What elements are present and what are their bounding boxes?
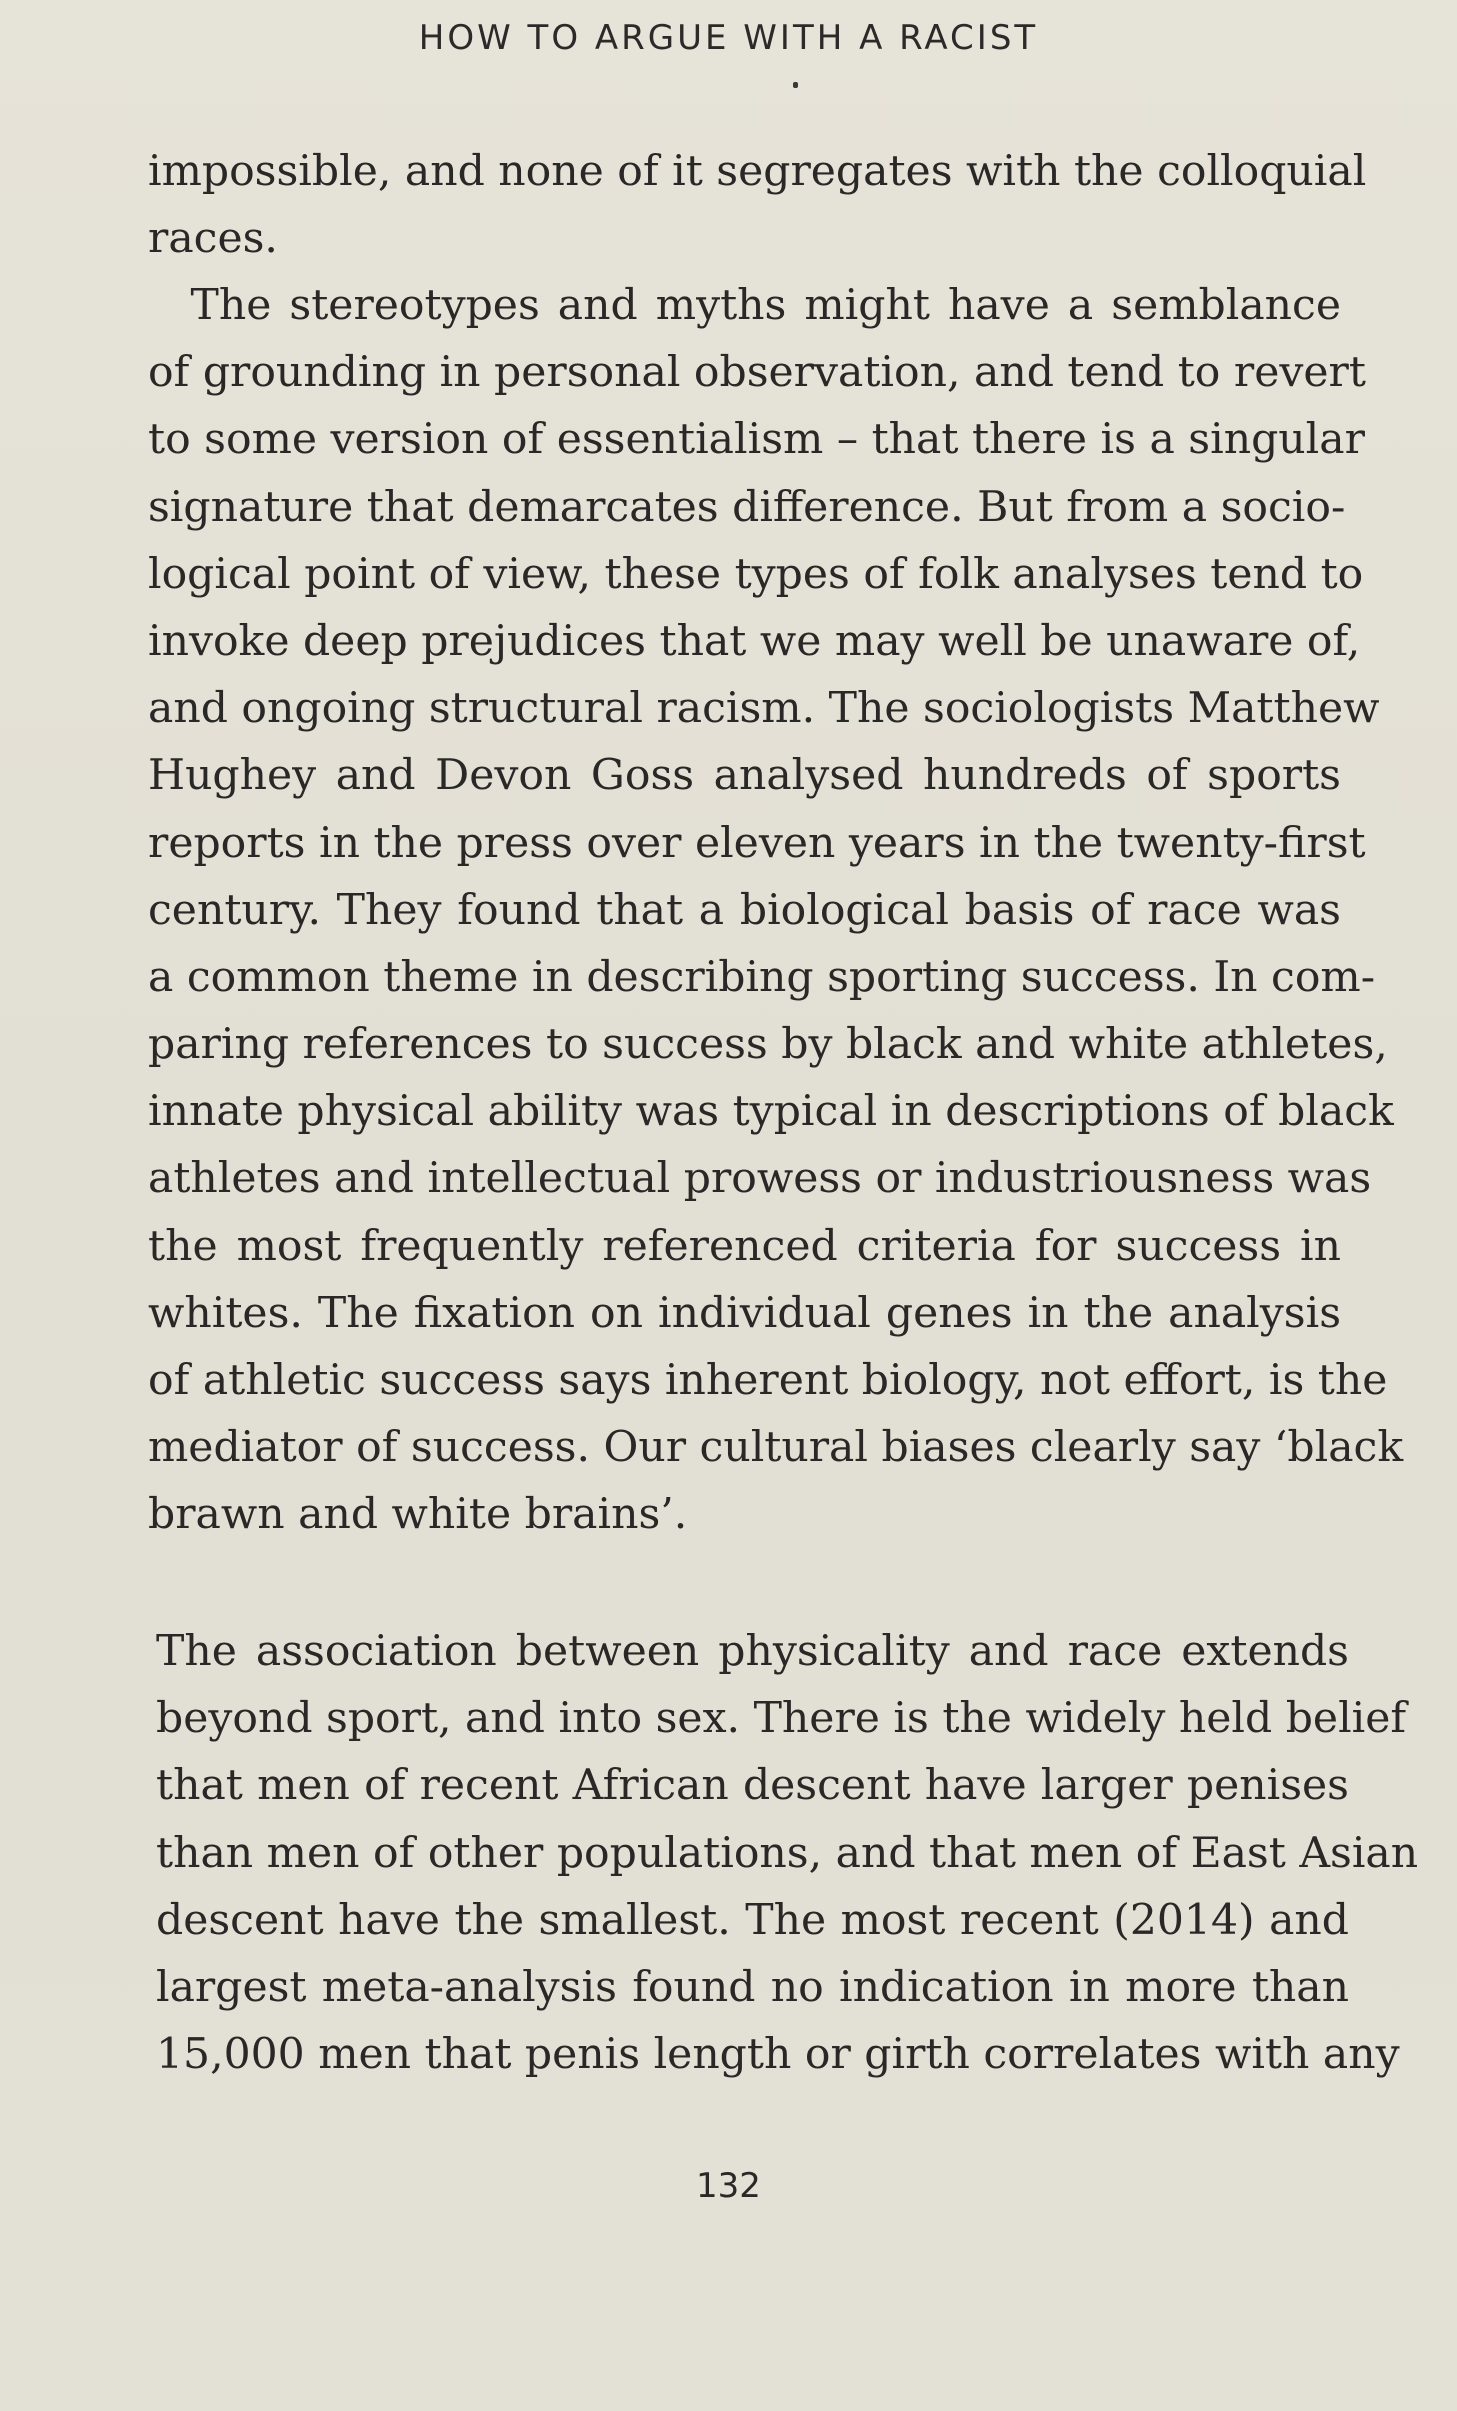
- text-line: Hughey and Devon Goss analysed hundreds of sports: [148, 751, 1341, 801]
- text-line: innate physical ability was typical in descriptions of black: [148, 1087, 1394, 1137]
- text-line: mediator of success. Our cultural biases clearly say ‘black: [148, 1423, 1404, 1473]
- text-line: a common theme in describing sporting success. In com-: [148, 952, 1376, 1002]
- text-line: that men of recent African descent have larger penises: [156, 1761, 1349, 1811]
- text-line: 15,000 men that penis length or girth correlates with any: [156, 2030, 1400, 2080]
- text-line: The association between physicality and race extends: [156, 1627, 1349, 1676]
- text-line: descent have the smallest. The most recent (2014) and: [156, 1895, 1349, 1945]
- text-line: whites. The fixation on individual genes in the analysis: [148, 1288, 1341, 1338]
- text-line: largest meta-analysis found no indication in more than: [156, 1962, 1349, 2012]
- text-line: invoke deep prejudices that we may well be unaware of,: [148, 616, 1361, 666]
- text-line: brawn and white brains’.: [148, 1490, 688, 1540]
- text-line: and ongoing structural racism. The sociologists Matthew: [148, 684, 1380, 734]
- text-line: century. They found that a biological basis of race was: [148, 885, 1341, 935]
- text-line: logical point of view, these types of folk analyses tend to: [148, 549, 1364, 599]
- text-line: signature that demarcates difference. But from a socio-: [148, 482, 1346, 532]
- text-line: races.: [148, 214, 278, 264]
- text-line: beyond sport, and into sex. There is the widely held belief: [156, 1694, 1407, 1744]
- text-line: than men of other populations, and that men of East Asian: [156, 1828, 1419, 1878]
- text-line: the most frequently referenced criteria for success in: [148, 1221, 1341, 1271]
- page-number: 132: [696, 2166, 761, 2206]
- text-line: of athletic success says inherent biology, not effort, is the: [148, 1356, 1388, 1405]
- paragraph-3: [156, 1618, 1419, 2088]
- text-line: impossible, and none of it segregates with the colloquial: [148, 147, 1367, 196]
- text-line: athletes and intellectual prowess or industriousness was: [148, 1154, 1372, 1204]
- text-line: reports in the press over eleven years in the twenty-first: [148, 818, 1366, 868]
- text-line: paring references to success by black and white athletes,: [148, 1020, 1388, 1070]
- text-line: The stereotypes and myths might have a semblance: [148, 281, 1341, 330]
- text-line: of grounding in personal observation, and tend to revert: [148, 348, 1366, 398]
- running-head: HOW TO ARGUE WITH A RACIST: [418, 18, 1039, 58]
- paragraph-1: [148, 138, 1367, 272]
- text-line: to some version of essentialism – that there is a singular: [148, 415, 1365, 465]
- paragraph-2: [148, 272, 1404, 1549]
- ink-speck: [793, 82, 798, 88]
